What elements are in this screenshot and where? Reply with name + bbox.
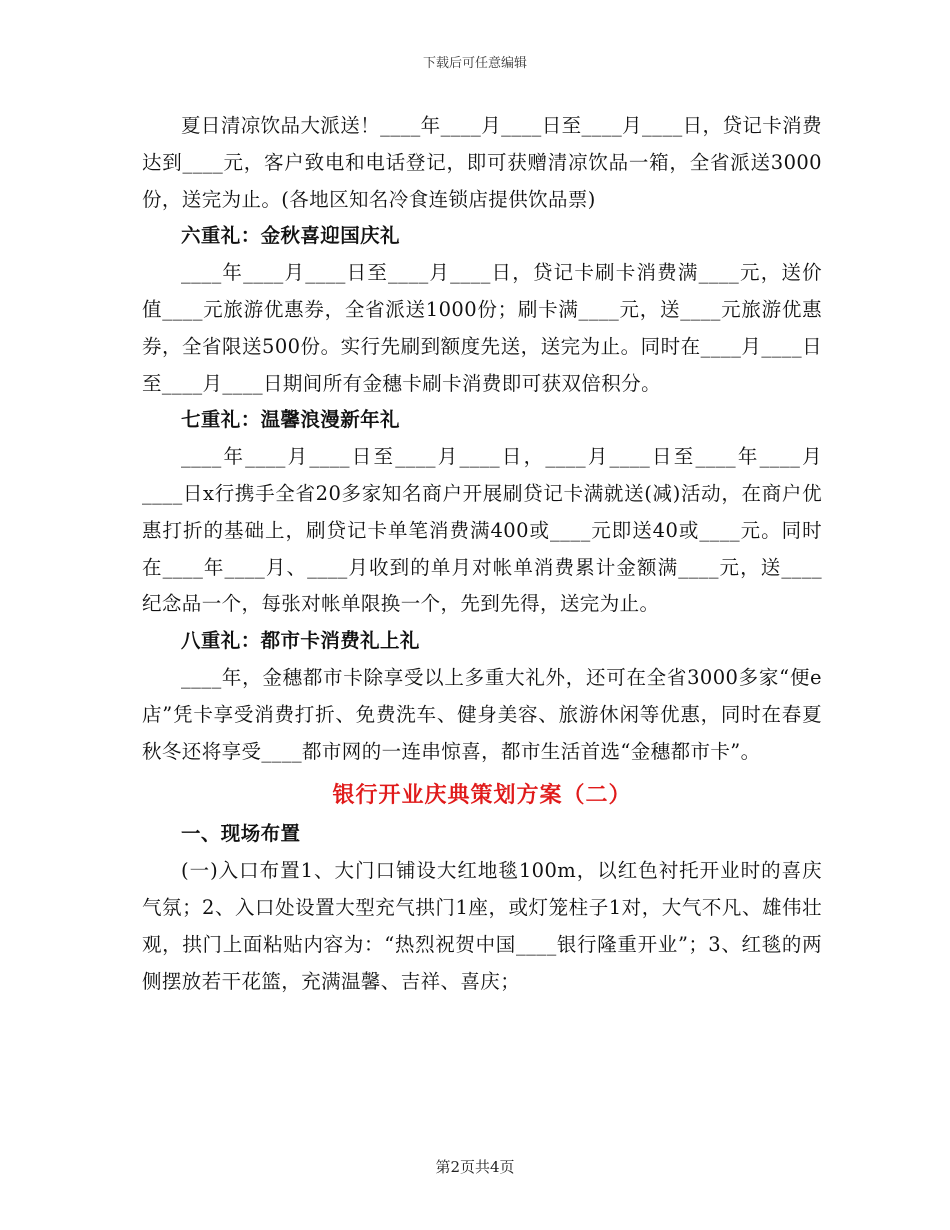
heading-seventh-gift: 七重礼：温馨浪漫新年礼: [181, 408, 400, 432]
heading-sixth-gift: 六重礼：金秋喜迎国庆礼: [181, 224, 400, 248]
paragraph-entrance-layout: (一)入口布置1、大门口铺设大红地毯100m，以红色衬托开业时的喜庆气氛；2、入口处设置大型充气拱门1座，或灯笼柱子1对，大气不凡、雄伟壮观，拱门上面粘贴内容为：“热烈祝贺中国____银行隆重开业”；3、红毯的两侧摆放若干花篮，充满温馨、吉祥、喜庆；: [142, 859, 822, 993]
document-title: 银行开业庆典策划方案（二）: [332, 783, 632, 809]
page-number-footer: 第2页共4页: [435, 1158, 515, 1176]
paragraph-summer-drinks: 夏日清凉饮品大派送！____年____月____日至____月____日，贷记卡消费达到____元，客户致电和电话登记，即可获赠清凉饮品一箱，全省派送3000份，送完为止。(各地区知名冷食连锁店提供饮品票): [142, 114, 822, 211]
paragraph-eighth-gift: ____年，金穗都市卡除享受以上多重大礼外，还可在全省3000多家“便e店”凭卡享受消费打折、免费洗车、健身美容、旅游休闲等优惠，同时在春夏秋冬还将享受____都市网的一连串惊喜，都市生活首选“金穗都市卡”。: [142, 665, 822, 763]
paragraph-seventh-gift: ____年____月____日至____月____日，____月____日至____年____月____日x行携手全省20多家知名商户开展刷贷记卡满就送(减)活动，在商户优惠打折的基础上，刷贷记卡单笔消费满400或____元即送40或____元。同时在____年____月、____月收到的单月对帐单消费累计金额满____元，送____纪念品一个，每张对帐单限换一个，先到先得，送完为止。: [142, 445, 822, 616]
heading-eighth-gift: 八重礼：都市卡消费礼上礼: [181, 629, 420, 653]
paragraph-sixth-gift: ____年____月____日至____月____日，贷记卡刷卡消费满____元，送价值____元旅游优惠券，全省派送1000份；刷卡满____元，送____元旅游优惠券，全省限送500份。实行先刷到额度先送，送完为止。同时在____月____日至____月____日期间所有金穗卡刷卡消费即可获双倍积分。: [142, 261, 822, 395]
heading-site-layout: 一、现场布置: [181, 822, 301, 846]
page-header: 下载后可任意编辑: [422, 56, 527, 71]
document-body: [142, 108, 822, 1000]
